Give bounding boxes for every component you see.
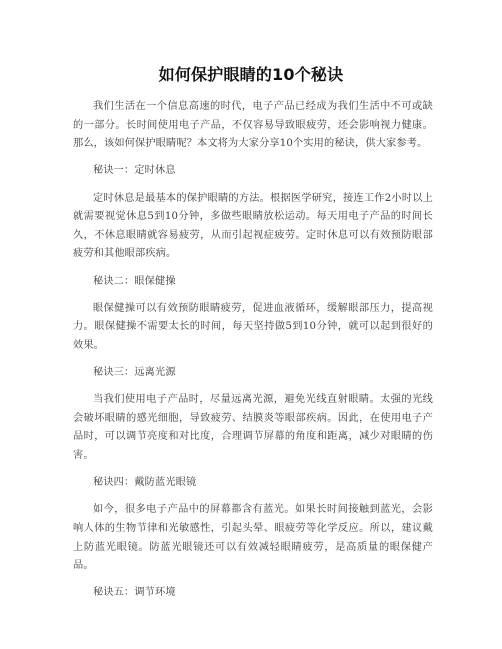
document-body xyxy=(73,98,433,612)
section-heading-3: 秘诀三：远离光源 xyxy=(93,367,176,379)
section-text-1: 定时休息是最基本的保护眼睛的方法。根据医学研究，接连工作2小时以上就需要视觉休息5到10分钟，多做些眼睛放松运动。每天用电子产品的时间长久，不休息眼睛就容易疲劳，从而引起视症疲劳。定时休息可以有效预防眼部疲劳和其他眼部疾病。 xyxy=(73,192,433,260)
section-heading-4: 秘诀四：戴防蓝光眼镜 xyxy=(93,477,197,489)
section-heading-5: 秘诀五：调节环境 xyxy=(93,587,176,599)
section-text-2: 眼保健操可以有效预防眼睛疲劳，促进血液循环，缓解眼部压力，提高视力。眼保健操不需要太长的时间，每天坚持做5到10分钟，就可以起到很好的效果。 xyxy=(73,302,433,351)
section-text-3: 当我们使用电子产品时，尽量远离光源，避免光线直射眼睛。太强的光线会破坏眼睛的感光细胞，导致疲劳、结膜炎等眼部疾病。因此，在使用电子产品时，可以调节亮度和对比度，合理调节屏幕的角度和距离，减少对眼睛的伤害。 xyxy=(73,394,433,462)
document-title: 如何保护眼睛的10个秘诀 xyxy=(158,65,344,84)
section-heading-2: 秘诀二：眼保健操 xyxy=(93,275,176,287)
section-heading-1: 秘诀一：定时休息 xyxy=(93,165,176,177)
intro-paragraph: 我们生活在一个信息高速的时代，电子产品已经成为我们生活中不可或缺的一部分。长时间使用电子产品，不仅容易导致眼疲劳，还会影响视力健康。那么，该如何保护眼睛呢？本文将为大家分享10个实用的秘诀，供大家参考。 xyxy=(73,101,433,150)
section-text-4: 如今，很多电子产品中的屏幕都含有蓝光。如果长时间接触到蓝光，会影响人体的生物节律和光敏感性，引起头晕、眼疲劳等化学反应。所以，建议戴上防蓝光眼镜。防蓝光眼镜还可以有效减轻眼睛疲劳，是高质量的眼保健产品。 xyxy=(73,504,433,572)
